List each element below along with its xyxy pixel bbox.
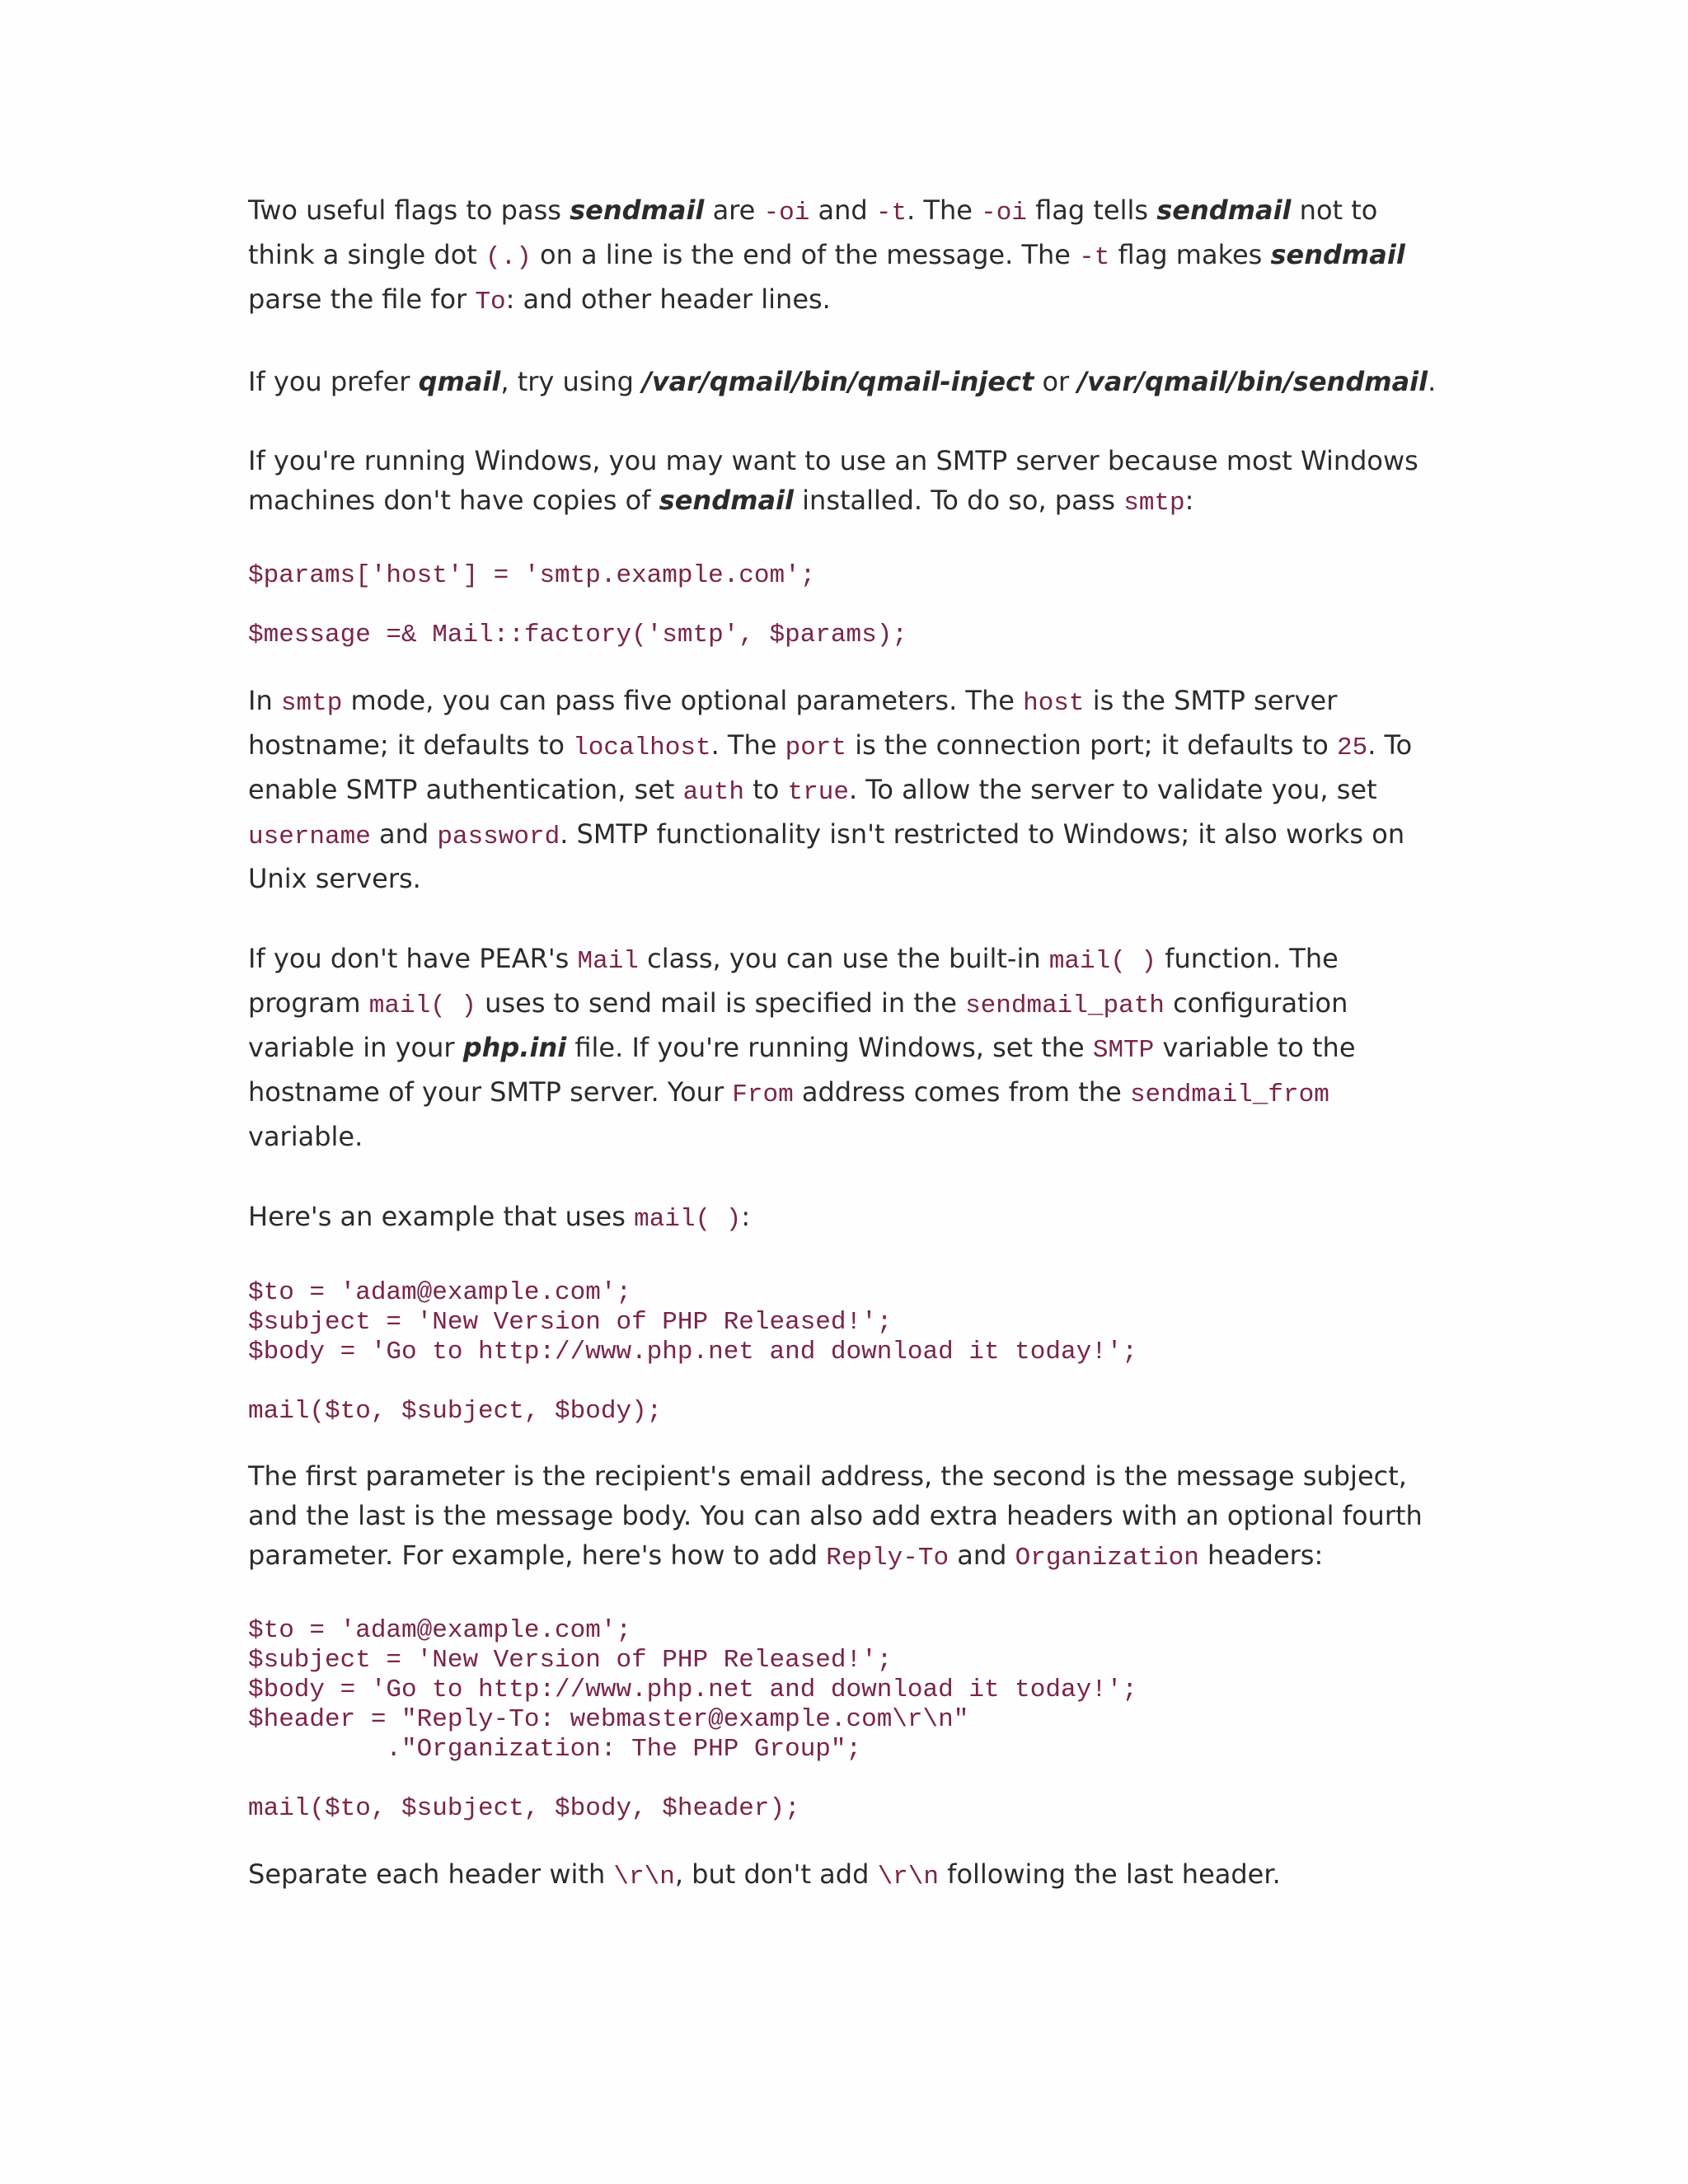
text: In [248, 685, 281, 716]
text: on a line is the end of the message. The [531, 239, 1080, 270]
emphasis-qmail-sendmail-path: /var/qmail/bin/sendmail [1077, 366, 1428, 397]
code-block-mail-headers [248, 1616, 1451, 1824]
text: : [1184, 485, 1194, 516]
text: uses to send mail is specified in the [476, 987, 966, 1019]
code-true: true [787, 778, 849, 807]
text: If you're running Windows, you may want to use an SMTP server because most Windows machines don't have copies of [248, 445, 1418, 516]
code-sendmail-path: sendmail_path [965, 991, 1165, 1020]
code-line: $message =& Mail::factory('smtp', $params); [248, 621, 907, 649]
text: mode, you can pass five optional parameters. The [342, 685, 1024, 716]
emphasis-sendmail: sendmail [1270, 239, 1405, 270]
text: is the connection port; it defaults to [846, 729, 1337, 761]
text: . SMTP functionality isn't restricted to Windows; it also works on Unix servers. [248, 818, 1405, 894]
code-lines: $to = 'adam@example.com'; $subject = 'New Version of PHP Released!'; $body = 'Go to http://www.php.net and download it today!'; [248, 1278, 1137, 1366]
text: Here's an example that uses [248, 1201, 635, 1232]
code-mail-class: Mail [577, 947, 639, 976]
code-auth: auth [682, 778, 745, 807]
code-mail-function: mail( ) [368, 991, 476, 1020]
paragraph-example-intro [248, 1196, 1451, 1240]
text: : [741, 1201, 751, 1232]
code-crlf: \r\n [613, 1863, 675, 1891]
code-oi-flag: -oi [763, 199, 810, 227]
code-mail-function: mail( ) [1048, 947, 1157, 976]
code-t-flag: -t [875, 199, 907, 227]
code-username: username [248, 823, 371, 851]
paragraph-header-separator [248, 1854, 1451, 1898]
text: and [370, 818, 438, 850]
text: variable to the hostname of your SMTP server. Your [248, 1032, 1356, 1108]
text: If you prefer [248, 366, 419, 397]
emphasis-sendmail: sendmail [570, 194, 705, 226]
text: configuration variable in your [248, 987, 1348, 1063]
text: , try using [500, 366, 643, 397]
text: headers: [1198, 1540, 1324, 1571]
text: variable. [248, 1121, 363, 1152]
code-organization: Organization [1015, 1544, 1199, 1572]
paragraph-smtp-parameters [248, 680, 1451, 900]
text: flag tells [1026, 194, 1157, 226]
text: are [704, 194, 764, 226]
paragraph-sendmail-flags [248, 190, 1451, 323]
text: Two useful flags to pass [248, 194, 570, 226]
text: . To allow the server to validate you, set [848, 774, 1377, 805]
code-block-smtp-params [248, 561, 1451, 650]
text: parse the file for [248, 284, 476, 315]
text: is the SMTP server hostname; it defaults to [248, 685, 1338, 761]
text: and [809, 194, 876, 226]
text: . To enable SMTP authentication, set [248, 729, 1413, 805]
code-dot: (.) [485, 243, 532, 272]
emphasis-sendmail: sendmail [659, 485, 794, 516]
text: and [949, 1540, 1015, 1571]
code-localhost: localhost [573, 733, 711, 762]
text: . The [710, 729, 785, 761]
document-body [248, 190, 1451, 1936]
code-smtp-variable: SMTP [1092, 1036, 1155, 1065]
code-block-mail-example [248, 1278, 1451, 1427]
text: If you don't have PEAR's [248, 943, 578, 974]
text: installed. To do so, pass [793, 485, 1124, 516]
code-sendmail-from: sendmail_from [1129, 1080, 1329, 1109]
code-port: port [785, 733, 847, 762]
text: Separate each header with [248, 1858, 614, 1890]
text: function. The program [248, 943, 1339, 1019]
code-t-flag: -t [1079, 243, 1110, 272]
text: . [1428, 366, 1437, 397]
text: class, you can use the built-in [638, 943, 1049, 974]
paragraph-mail-parameters [248, 1456, 1451, 1578]
text: following the last header. [939, 1858, 1281, 1890]
text: or [1034, 366, 1078, 397]
code-line: mail($to, $subject, $body, $header); [248, 1794, 800, 1823]
text: to [744, 774, 788, 805]
paragraph-qmail [248, 361, 1451, 403]
text: , but don't add [674, 1858, 878, 1890]
code-password: password [437, 823, 560, 851]
emphasis-php-ini: php.ini [462, 1032, 567, 1063]
code-smtp: smtp [280, 689, 343, 718]
code-from: From [732, 1080, 794, 1109]
text: flag makes [1109, 239, 1271, 270]
emphasis-qmail-inject-path: /var/qmail/bin/qmail-inject [642, 366, 1034, 397]
code-mail-function: mail( ) [634, 1205, 742, 1234]
code-oi-flag: -oi [981, 199, 1027, 227]
code-to-header: To [475, 288, 506, 316]
paragraph-mail-function [248, 938, 1451, 1158]
code-lines: $to = 'adam@example.com'; $subject = 'New Version of PHP Released!'; $body = 'Go to http://www.php.net and download it today!'; $header = "Reply-To: webmaster@example.com\r\n" ."Organization: The PHP Group"; [248, 1616, 1137, 1764]
paragraph-windows-smtp [248, 441, 1451, 523]
text: . The [907, 194, 982, 226]
code-25: 25 [1336, 733, 1368, 762]
code-crlf: \r\n [877, 1863, 939, 1891]
code-line: mail($to, $subject, $body); [248, 1397, 663, 1426]
text: not to think a single dot [248, 194, 1378, 270]
code-host: host [1023, 689, 1085, 718]
text: The first parameter is the recipient's email address, the second is the message subject, and the last is the message body. You can also add extra headers with an optional fourth parameter. For example, here's how to add [248, 1460, 1423, 1571]
text: address comes from the [793, 1076, 1130, 1108]
code-reply-to: Reply-To [826, 1544, 950, 1572]
text: file. If you're running Windows, set the [566, 1032, 1093, 1063]
code-smtp: smtp [1123, 489, 1185, 518]
emphasis-sendmail: sendmail [1156, 194, 1292, 226]
emphasis-qmail: qmail [418, 366, 501, 397]
text: : and other header lines. [505, 284, 831, 315]
code-line: $params['host'] = 'smtp.example.com'; [248, 561, 816, 590]
